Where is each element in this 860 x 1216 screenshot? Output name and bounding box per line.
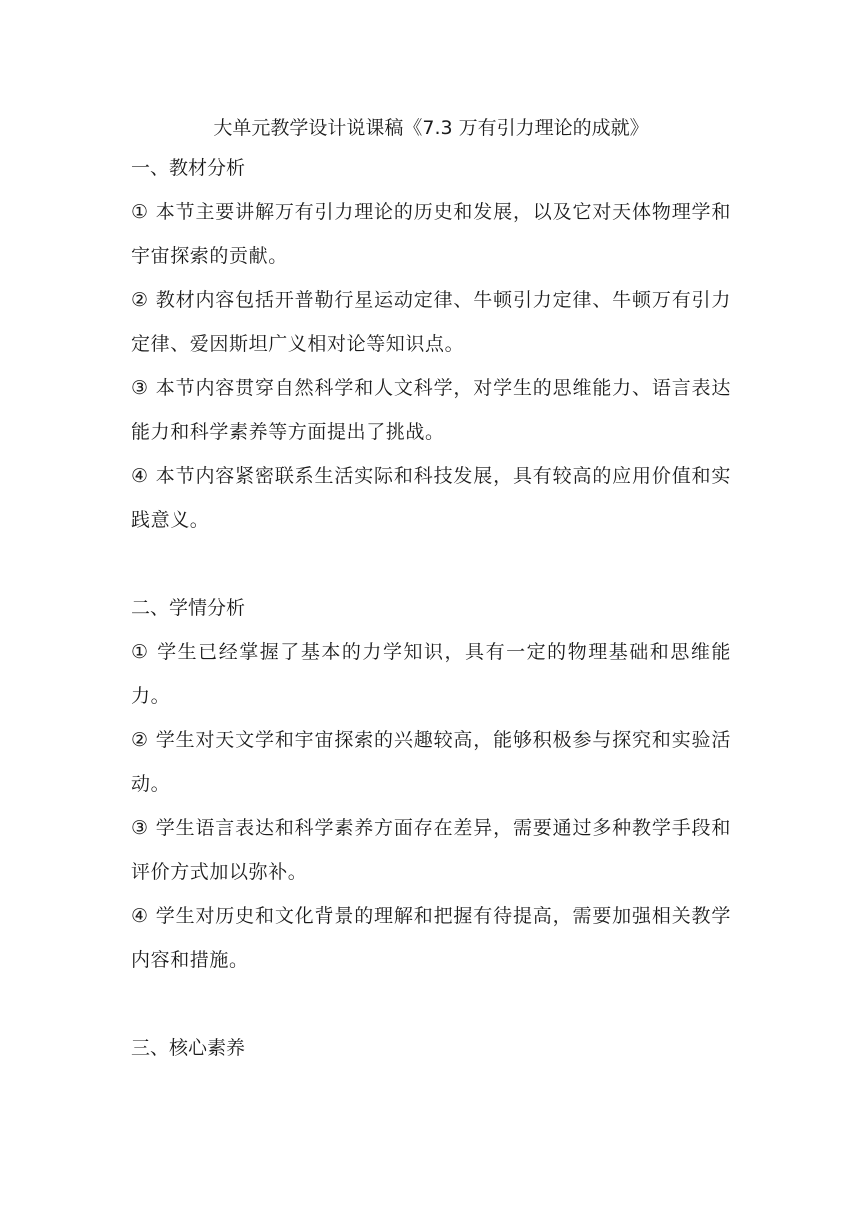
paragraph: ② 学生对天文学和宇宙探索的兴趣较高，能够积极参与探究和实验活动。 (131, 729, 731, 795)
paragraph: ④ 学生对历史和文化背景的理解和把握有待提高，需要加强相关教学内容和措施。 (131, 905, 731, 971)
paragraph: ① 学生已经掌握了基本的力学知识，具有一定的物理基础和思维能力。 (131, 641, 731, 707)
paragraph: ③ 学生语言表达和科学素养方面存在差异，需要通过多种教学手段和评价方式加以弥补。 (131, 817, 731, 883)
section-heading: 三、核心素养 (131, 1037, 246, 1059)
paragraph: ④ 本节内容紧密联系生活实际和科技发展，具有较高的应用价值和实践意义。 (131, 465, 731, 531)
section-student-analysis (131, 586, 731, 982)
document-title: 大单元教学设计说课稿《7.3 万有引力理论的成就》 (213, 117, 649, 139)
section-textbook-analysis (131, 146, 731, 542)
blank-line (131, 982, 731, 1026)
section-heading: 二、学情分析 (131, 597, 246, 619)
paragraph: ② 教材内容包括开普勒行星运动定律、牛顿引力定律、牛顿万有引力定律、爱因斯坦广义相对论等知识点。 (131, 289, 731, 355)
blank-line (131, 542, 731, 586)
paragraph: ③ 本节内容贯穿自然科学和人文科学，对学生的思维能力、语言表达能力和科学素养等方面提出了挑战。 (131, 377, 731, 443)
document-body (131, 110, 731, 1070)
section-core-literacy (131, 1026, 731, 1070)
paragraph: ① 本节主要讲解万有引力理论的历史和发展，以及它对天体物理学和宇宙探索的贡献。 (131, 201, 731, 267)
section-heading: 一、教材分析 (131, 157, 246, 179)
